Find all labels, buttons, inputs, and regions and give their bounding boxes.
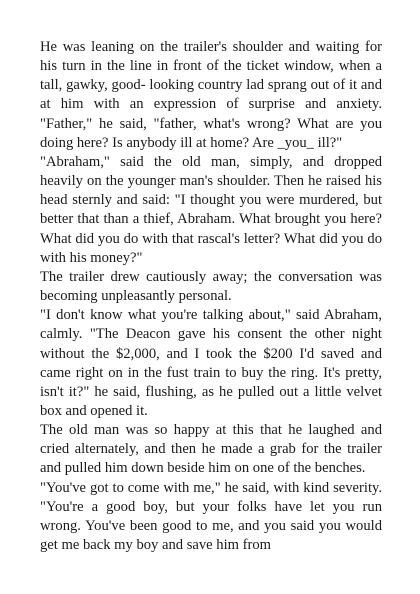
paragraph-trailer-shoulder: He was leaning on the trailer's shoulder and waiting for his turn in the line in front of the ticket window, when a tall, gawky, good- looking country lad sprang out of it and at him with an expression of surprise and anxiety. "Father," he said, "father, what's wrong? What are you doing here? Is anybody ill at home? Are _you_ ill?" [40, 39, 382, 151]
paragraph-trailer-withdraws: The trailer drew cautiously away; the conversation was becoming unpleasantly personal. [40, 268, 382, 305]
paragraph-old-man-happy: The old man was so happy at this that he laughed and cried alternately, and then he made a grab for the trailer and pulled him down beside him on one of the benches. [40, 422, 382, 477]
document-page [40, 38, 382, 555]
paragraph-abraham-greeting: "Abraham," said the old man, simply, and dropped heavily on the younger man's shoulder. Then he raised his head sternly and said: "I thought you were murdered, but better that than a thief, Abraham. What brought you here? What did you do with that rascal's letter? What did you do with his money?" [40, 153, 382, 266]
paragraph-abraham-explains: "I don't know what you're talking about," said Abraham, calmly. "The Deacon gave his consent the other night without the $2,000, and I took the $200 I'd saved and came right on in the fust train to buy the ring. It's pretty, isn't it?" he said, flushing, as he pulled out a little velvet box and opened it. [40, 307, 382, 419]
paragraph-come-with-me: "You've got to come with me," he said, with kind severity. "You're a good boy, but your folks have let you run wrong. You've been good to me, and you said you would get me back my boy and save him from [40, 479, 382, 554]
